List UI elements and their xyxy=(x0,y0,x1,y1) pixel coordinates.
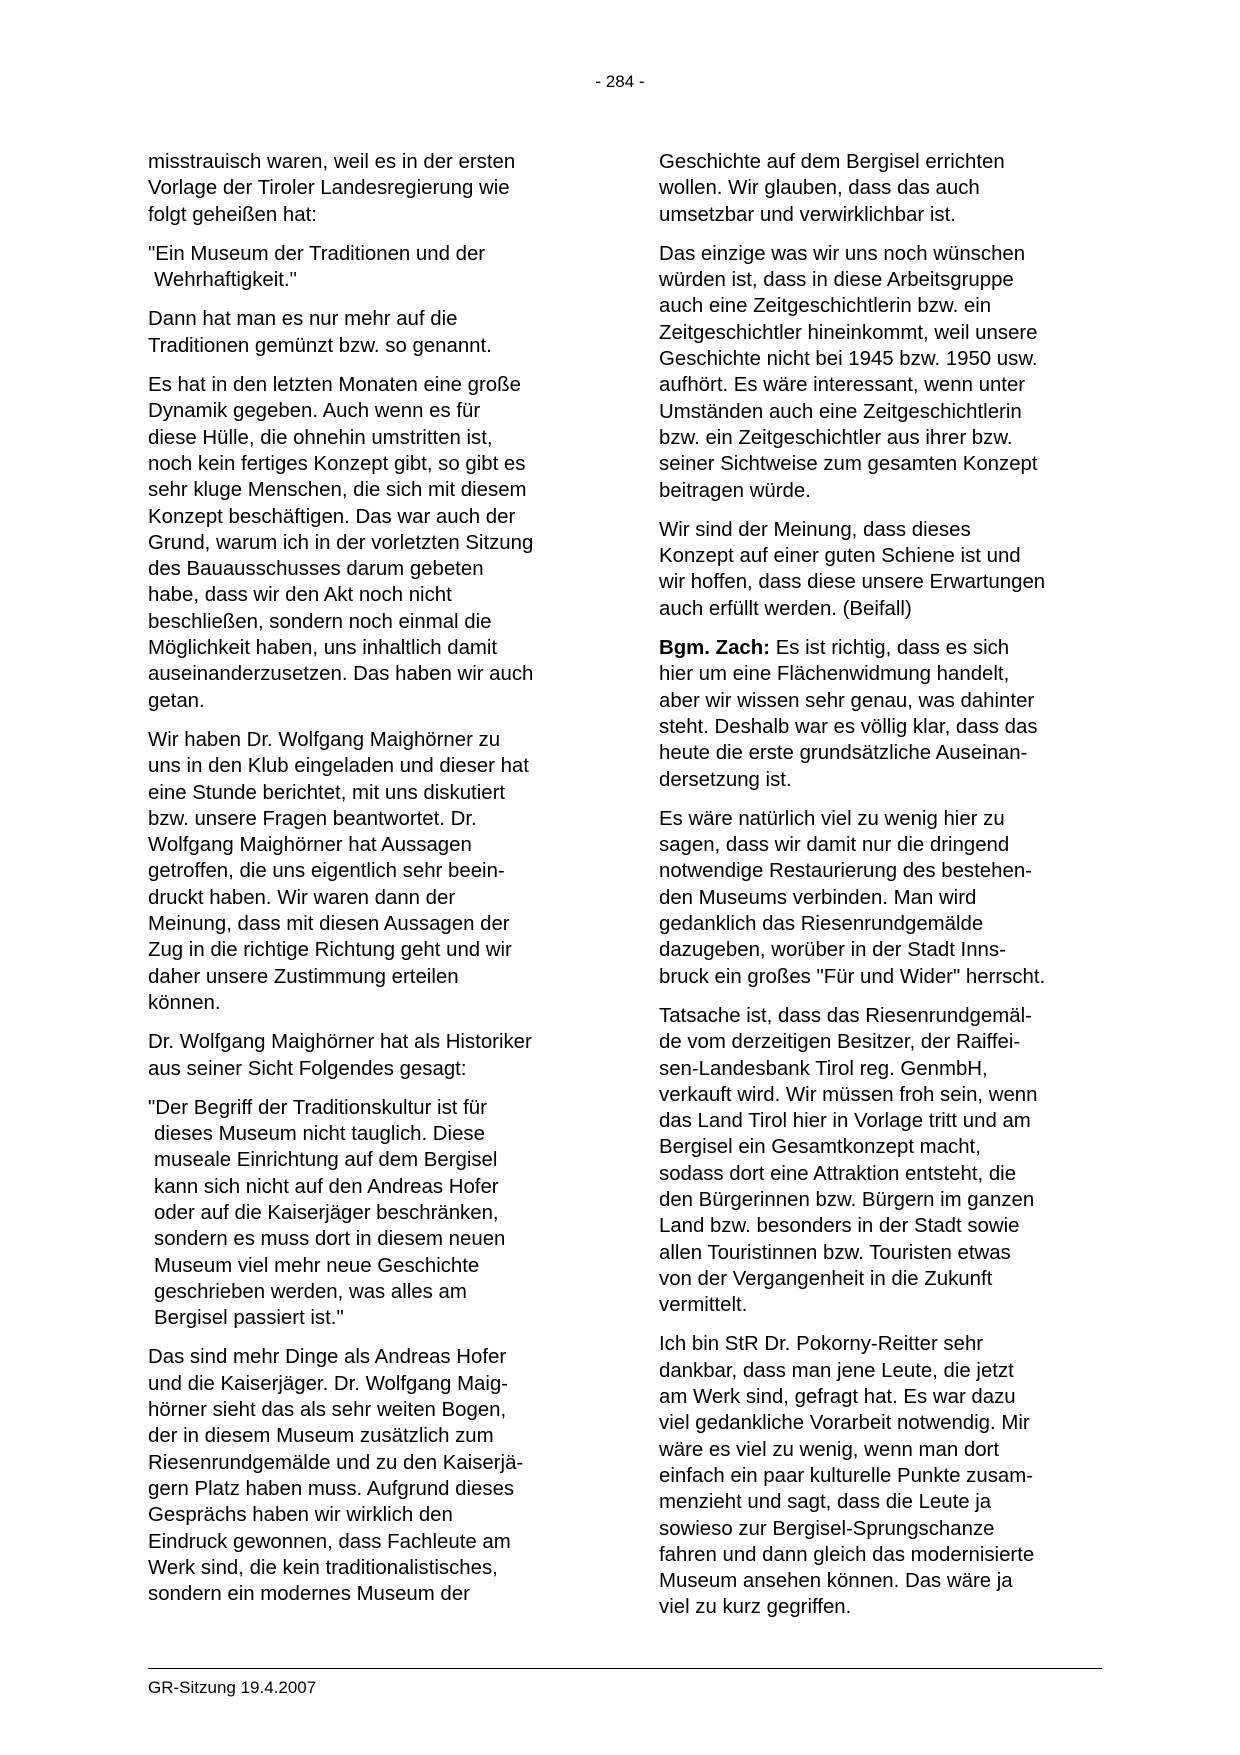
paragraph-line: wollen. Wir glauben, dass das auch xyxy=(659,177,980,200)
paragraph-line: Wehrhaftigkeit." xyxy=(154,269,297,292)
paragraph xyxy=(148,1344,588,1607)
paragraph xyxy=(148,1029,588,1082)
paragraph-line: Museum viel mehr neue Geschichte xyxy=(154,1254,480,1277)
paragraph xyxy=(148,306,588,359)
paragraph-line: Ich bin StR Dr. Pokorny-Reitter sehr xyxy=(659,1333,984,1356)
paragraph-line: habe, dass wir den Akt noch nicht xyxy=(148,584,452,607)
footer-session-label: GR-Sitzung 19.4.2007 xyxy=(148,1678,317,1697)
paragraph-line: und die Kaiserjäger. Dr. Wolfgang Maig- xyxy=(148,1372,509,1395)
paragraph-line: "Ein Museum der Traditionen und der xyxy=(148,242,486,265)
paragraph-line: auch erfüllt werden. (Beifall) xyxy=(659,597,912,620)
paragraph-line: kann sich nicht auf den Andreas Hofer xyxy=(154,1175,499,1198)
paragraph-line: sondern es muss dort in diesem neuen xyxy=(154,1228,506,1251)
paragraph-line: Geschichte auf dem Bergisel errichten xyxy=(659,151,1005,173)
paragraph-line: wäre es viel zu wenig, wenn man dort xyxy=(659,1438,1000,1461)
paragraph-line: Das einzige was wir uns noch wünschen xyxy=(659,242,1026,265)
paragraph-line: sehr kluge Menschen, die sich mit diesem xyxy=(148,479,527,502)
paragraph-line: den Bürgerinnen bzw. Bürgern im ganzen xyxy=(659,1188,1035,1211)
paragraph-line: sowieso zur Bergisel-Sprungschanze xyxy=(659,1517,995,1540)
paragraph-line: seiner Sichtweise zum gesamten Konzept xyxy=(659,453,1038,476)
paragraph-line: den Museums verbinden. Man wird xyxy=(659,886,977,909)
paragraph-line: Meinung, dass mit diesen Aussagen der xyxy=(148,913,510,936)
paragraph-line: dersetzung ist. xyxy=(659,768,792,791)
paragraph-line: notwendige Restaurierung des bestehen- xyxy=(659,860,1032,883)
paragraph-line: beitragen würde. xyxy=(659,479,811,502)
paragraph xyxy=(659,517,1099,622)
paragraph-line: Wir haben Dr. Wolfgang Maighörner zu xyxy=(148,728,501,751)
paragraph-line: bruck ein großes "Für und Wider" herrscht. xyxy=(659,965,1046,988)
paragraph-line: Konzept beschäftigen. Das war auch der xyxy=(148,505,516,528)
paragraph-line: Zeitgeschichtler hineinkommt, weil unsere xyxy=(659,321,1038,344)
paragraph-line: Traditionen gemünzt bzw. so genannt. xyxy=(148,334,492,357)
paragraph-line: das Land Tirol hier in Vorlage tritt und am xyxy=(659,1110,1031,1133)
paragraph-line: geschrieben werden, was alles am xyxy=(154,1280,467,1303)
paragraph-line: Zug in die richtige Richtung geht und wir xyxy=(148,939,512,962)
paragraph-line: vermittelt. xyxy=(659,1294,748,1317)
paragraph-line: Wir sind der Meinung, dass dieses xyxy=(659,518,971,541)
paragraph-line: Gesprächs haben wir wirklich den xyxy=(148,1504,453,1527)
paragraph-line: "Der Begriff der Traditionskultur ist für xyxy=(148,1096,487,1119)
paragraph-line: sagen, dass wir damit nur die dringend xyxy=(659,834,1010,857)
paragraph-line: folgt geheißen hat: xyxy=(148,203,317,226)
paragraph xyxy=(659,1003,1099,1319)
paragraph-line: der in diesem Museum zusätzlich zum xyxy=(148,1425,494,1448)
paragraph-line: menzieht und sagt, dass die Leute ja xyxy=(659,1491,992,1514)
paragraph-line: getroffen, die uns eigentlich sehr beein- xyxy=(148,860,505,883)
paragraph-line: Möglichkeit haben, uns inhaltlich damit xyxy=(148,637,498,660)
paragraph-line: Dynamik gegeben. Auch wenn es für xyxy=(148,400,481,423)
right-text-column xyxy=(659,149,1099,1634)
paragraph-line: dazugeben, worüber in der Stadt Inns- xyxy=(659,939,1006,962)
paragraph-line: Wolfgang Maighörner hat Aussagen xyxy=(148,834,472,857)
speaker-name: Bgm. Zach: xyxy=(659,637,771,660)
paragraph-line: Land bzw. besonders in der Stadt sowie xyxy=(659,1215,1020,1238)
paragraph-line: diese Hülle, die ohnehin umstritten ist, xyxy=(148,426,493,449)
paragraph-line: des Bauausschusses darum gebeten xyxy=(148,558,484,581)
paragraph-line: können. xyxy=(148,991,221,1014)
quoted-paragraph xyxy=(148,1095,588,1332)
paragraph-line: heute die erste grundsätzliche Auseinan- xyxy=(659,742,1028,765)
paragraph-line: viel zu kurz gegriffen. xyxy=(659,1596,852,1619)
page-number: - 284 - xyxy=(595,72,645,91)
paragraph-line: aufhört. Es wäre interessant, wenn unter xyxy=(659,374,1026,397)
paragraph-line: Es wäre natürlich viel zu wenig hier zu xyxy=(659,807,1005,830)
paragraph-line: fahren und dann gleich das modernisierte xyxy=(659,1543,1035,1566)
paragraph-line: sodass dort eine Attraktion entsteht, die xyxy=(659,1162,1017,1185)
paragraph-line: sondern ein modernes Museum der xyxy=(148,1583,470,1606)
paragraph-line: misstrauisch waren, weil es in der ersten xyxy=(148,151,516,173)
paragraph xyxy=(659,806,1099,990)
paragraph-line xyxy=(659,635,1099,661)
paragraph-line: uns in den Klub eingeladen und dieser hat xyxy=(148,755,529,778)
paragraph-line: getan. xyxy=(148,689,205,712)
paragraph-line: Werk sind, die kein traditionalistisches, xyxy=(148,1556,498,1579)
paragraph-line: daher unsere Zustimmung erteilen xyxy=(148,965,459,988)
paragraph xyxy=(148,149,588,228)
paragraph xyxy=(659,241,1099,504)
paragraph-line: aus seiner Sicht Folgendes gesagt: xyxy=(148,1057,467,1080)
paragraph-line: Dann hat man es nur mehr auf die xyxy=(148,308,458,331)
paragraph-line: gedanklich das Riesenrundgemälde xyxy=(659,913,984,936)
paragraph xyxy=(659,1331,1099,1620)
paragraph-line: Umständen auch eine Zeitgeschichtlerin xyxy=(659,400,1022,423)
paragraph-line: Vorlage der Tiroler Landesregierung wie xyxy=(148,177,510,200)
speaker-paragraph xyxy=(659,635,1099,793)
paragraph-line: Eindruck gewonnen, dass Fachleute am xyxy=(148,1530,511,1553)
paragraph-line: Das sind mehr Dinge als Andreas Hofer xyxy=(148,1346,507,1369)
paragraph xyxy=(148,727,588,1016)
paragraph-line: Tatsache ist, dass das Riesenrundgemäl- xyxy=(659,1004,1032,1027)
paragraph-line: druckt haben. Wir waren dann der xyxy=(148,886,456,909)
paragraph-line: am Werk sind, gefragt hat. Es war dazu xyxy=(659,1386,1016,1409)
paragraph-line: dieses Museum nicht tauglich. Diese xyxy=(154,1123,485,1146)
paragraph-line: noch kein fertiges Konzept gibt, so gibt es xyxy=(148,452,526,475)
paragraph-line: de vom derzeitigen Besitzer, der Raiffei- xyxy=(659,1031,1021,1054)
paragraph-line: würden ist, dass in diese Arbeitsgruppe xyxy=(659,269,1014,292)
paragraph-line: dankbar, dass man jene Leute, die jetzt xyxy=(659,1359,1014,1382)
paragraph-line: auseinanderzusetzen. Das haben wir auch xyxy=(148,663,534,686)
paragraph-line: bzw. unsere Fragen beantwortet. Dr. xyxy=(148,807,477,830)
left-text-column xyxy=(148,149,588,1620)
paragraph-line: hörner sieht das als sehr weiten Bogen, xyxy=(148,1399,507,1422)
paragraph-line: auch eine Zeitgeschichtlerin bzw. ein xyxy=(659,295,992,318)
paragraph-line: bzw. ein Zeitgeschichtler aus ihrer bzw. xyxy=(659,426,1013,449)
paragraph-line: Museum ansehen können. Das wäre ja xyxy=(659,1570,1013,1593)
paragraph-line: Es hat in den letzten Monaten eine große xyxy=(148,374,521,397)
paragraph-line: Konzept auf einer guten Schiene ist und xyxy=(659,545,1021,568)
paragraph-line: oder auf die Kaiserjäger beschränken, xyxy=(154,1201,499,1224)
paragraph-line: Grund, warum ich in der vorletzten Sitzung xyxy=(148,531,534,554)
paragraph-line: sen-Landesbank Tirol reg. GenmbH, xyxy=(659,1057,988,1080)
paragraph-line: eine Stunde berichtet, mit uns diskutiert xyxy=(148,781,506,804)
paragraph-line: gern Platz haben muss. Aufgrund dieses xyxy=(148,1477,515,1500)
paragraph-line: aber wir wissen sehr genau, was dahinter xyxy=(659,689,1035,712)
paragraph-line: wir hoffen, dass diese unsere Erwartungen xyxy=(659,571,1046,594)
paragraph-line: Dr. Wolfgang Maighörner hat als Historiker xyxy=(148,1031,532,1054)
paragraph-line: von der Vergangenheit in die Zukunft xyxy=(659,1267,993,1290)
paragraph xyxy=(659,149,1099,228)
paragraph-line: beschließen, sondern noch einmal die xyxy=(148,610,492,633)
paragraph-line: viel gedankliche Vorarbeit notwendig. Mir xyxy=(659,1412,1030,1435)
paragraph-line: Bergisel ein Gesamtkonzept macht, xyxy=(659,1136,981,1159)
quoted-paragraph xyxy=(148,241,588,294)
paragraph-line: hier um eine Flächenwidmung handelt, xyxy=(659,663,1010,686)
speaker-text: Es ist richtig, dass es sich xyxy=(770,637,1010,660)
paragraph-line: einfach ein paar kulturelle Punkte zusam- xyxy=(659,1464,1034,1487)
paragraph-line: museale Einrichtung auf dem Bergisel xyxy=(154,1149,498,1172)
paragraph-line: allen Touristinnen bzw. Touristen etwas xyxy=(659,1241,1011,1264)
paragraph-line: Bergisel passiert ist." xyxy=(154,1307,344,1330)
paragraph-line: Geschichte nicht bei 1945 bzw. 1950 usw. xyxy=(659,348,1038,371)
paragraph-line: Riesenrundgemälde und zu den Kaiserjä- xyxy=(148,1451,524,1474)
paragraph xyxy=(148,372,588,714)
footer-divider xyxy=(148,1668,1102,1669)
paragraph-line: steht. Deshalb war es völlig klar, dass das xyxy=(659,715,1038,738)
paragraph-line: verkauft wird. Wir müssen froh sein, wenn xyxy=(659,1083,1038,1106)
paragraph-line: umsetzbar und verwirklichbar ist. xyxy=(659,203,956,226)
